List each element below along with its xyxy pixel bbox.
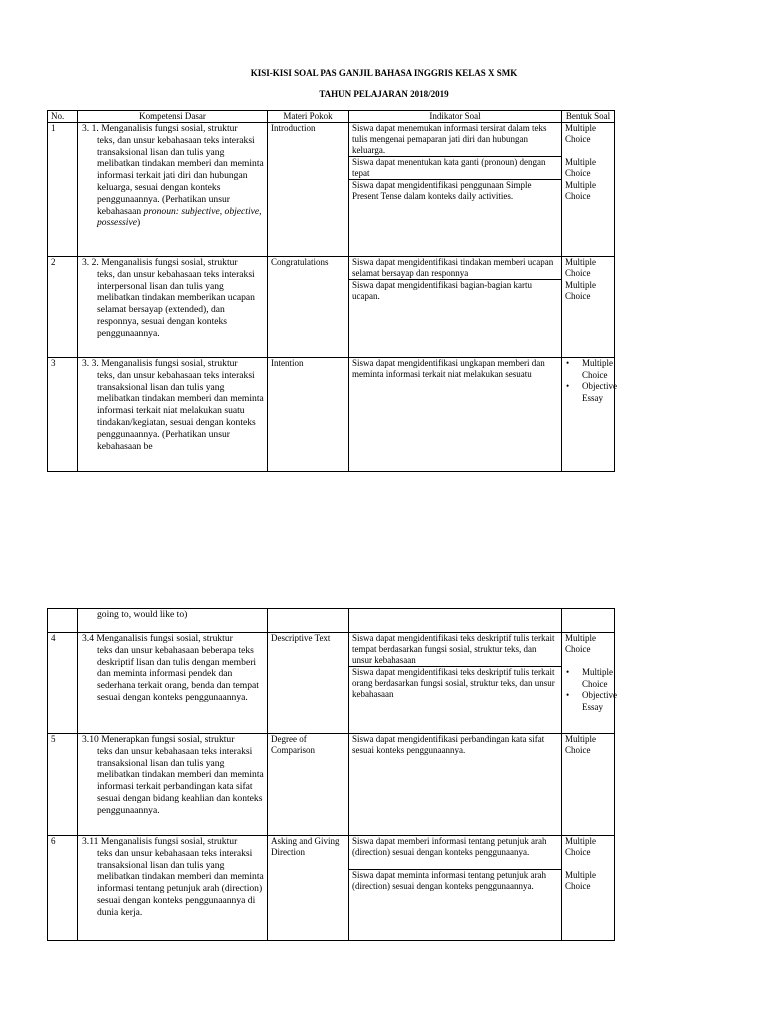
kisi-kisi-table-part-2 [47,608,615,941]
kompetensi-dasar-cell [78,358,268,472]
row-number: 5 [48,734,78,836]
indikator-cell [349,123,562,257]
bentuk-soal-item: Multiple Choice [565,280,596,301]
bullet-icon: • [566,358,570,368]
row-number [48,609,78,633]
list-item [566,358,614,381]
bentuk-soal-cell [562,836,615,941]
bentuk-soal-list [562,667,617,713]
kd-lead-line: 3.10 Menerapkan fungsi sosial, struktur [82,734,235,745]
bentuk-soal-cell [562,609,615,633]
kd-lead-line: 3. 3. Menganalisis fungsi sosial, struktur [82,358,238,369]
indikator-item: Siswa dapat memberi informasi tentang petunjuk arah (direction) sesuai dengan konteks penggunaanya. [349,836,561,870]
kompetensi-dasar-cell [78,257,268,358]
indikator-item: Siswa dapat mengidentifikasi tindakan memberi ucapan selamat bersayap dan responnya [349,257,561,280]
bentuk-soal-item: Multiple Choice [565,157,596,178]
indikator-item: Siswa dapat mengidentifikasi teks deskriptif tulis terkait orang berdasarkan fungsi sosial, struktur teks, dan unsur kebahasaan [352,667,555,699]
header-kompetensi-dasar: Kompetensi Dasar [78,111,268,123]
materi-pokok-cell [268,609,349,633]
indikator-item: Siswa dapat mengidentifikasi penggunaan Simple Present Tense dalam konteks daily activities. [352,180,532,201]
bentuk-soal-item: Multiple Choice [565,870,596,891]
materi-pokok-cell: Degree of Comparison [268,734,349,836]
indikator-item: Siswa dapat meminta informasi tentang petunjuk arah (direction) sesuai dengan konteks penggunaannya. [352,870,546,891]
bentuk-soal-item: Multiple Choice [565,123,596,144]
bentuk-soal-cell [562,123,615,257]
kompetensi-dasar-cell [78,609,268,633]
bentuk-soal-item: Multiple Choice [582,667,613,689]
materi-pokok-cell: Descriptive Text [268,633,349,734]
kd-italic-text: pronoun: subjective, objective, possessive [97,205,262,229]
kd-body: teks, dan unsur kebahasaan teks interaksi interpersonal lisan dan tulis yang melibatkan tindakan memberikan ucapan selamat bersayap (extended), dan responnya, sesuai dengan konteks penggunaannya. [97,268,255,339]
kd-text-end: ) [136,217,141,229]
bentuk-soal-item: Objective Essay [582,381,617,403]
document-subtitle: TAHUN PELAJARAN 2018/2019 [319,89,449,99]
header-indikator-soal: Indikator Soal [349,111,562,123]
header-no: No. [48,111,78,123]
kd-lead-line: 3. 2. Menganalisis fungsi sosial, struktur [82,257,238,268]
materi-pokok-cell: Introduction [268,123,349,257]
row-number: 1 [48,123,78,257]
table-row [48,836,615,941]
table-row [48,633,615,734]
bentuk-soal-item: Multiple Choice [582,358,613,380]
document-title: KISI-KISI SOAL PAS GANJIL BAHASA INGGRIS KELAS X SMK [250,68,518,78]
row-number: 6 [48,836,78,941]
bentuk-soal-item: Multiple Choice [565,180,596,201]
kd-body: teks dan unsur kebahasaan beberapa teks deskriptif lisan dan tulis dengan memberi dan meminta informasi pendek dan sederhana terkait orang, benda dan tempat sesuai dengan konteks penggunaannya. [97,644,259,703]
kd-body: teks dan unsur kebahasaan teks interaksi transaksional lisan dan tulis yang melibatkan tindakan memberi dan meminta informasi terkait perbandingan kata sifat sesuai dengan bidang keahlian dan konteks penggunaannya. [97,745,264,816]
indikator-cell [349,633,562,734]
table-row [48,257,615,358]
bentuk-soal-cell [562,358,615,472]
list-item [566,667,614,690]
kd-body [82,135,264,229]
bentuk-soal-item: Objective Essay [582,690,617,712]
materi-pokok-cell: Congratulations [268,257,349,358]
bullet-icon: • [566,381,570,391]
row-number: 2 [48,257,78,358]
bentuk-soal-list [562,358,617,404]
kd-body: teks, dan unsur kebahasaan teks interaksi transaksional lisan dan tulis yang melibatkan tindakan memberi dan meminta informasi terkait niat melakukan suatu tindakan/kegiatan, sesuai dengan konteks penggunaannya. (Perhatikan unsur kebahasaan be [97,369,264,452]
indikator-cell [349,836,562,941]
table-row [48,734,615,836]
indikator-item: Siswa dapat menentukan kata ganti (pronoun) dengan tepat [349,157,561,180]
bentuk-soal-item: Multiple Choice [565,836,596,857]
list-item [566,381,617,404]
kisi-kisi-table-part-1 [47,110,615,472]
indikator-cell [349,609,562,633]
bullet-icon: • [566,690,570,700]
bentuk-soal-cell: Multiple Choice [562,734,615,836]
table-row [48,123,615,257]
indikator-cell [349,257,562,358]
indikator-cell: Siswa dapat mengidentifikasi perbandingan kata sifat sesuai konteks penggunaannya. [349,734,562,836]
materi-pokok-cell: Asking and Giving Direction [268,836,349,941]
bentuk-soal-item: Multiple Choice [565,257,596,278]
table-row [48,609,615,633]
row-number: 4 [48,633,78,734]
kd-lead-line: 3.4 Menganalisis fungsi sosial, struktur [82,633,233,644]
kd-lead-line: 3. 1. Menganalisis fungsi sosial, struktur [82,123,238,134]
bentuk-soal-cell [562,633,615,734]
kompetensi-dasar-cell [78,633,268,734]
kompetensi-dasar-cell [78,734,268,836]
header-bentuk-soal: Bentuk Soal [562,111,615,123]
bentuk-soal-item: Multiple Choice [565,633,596,654]
materi-pokok-cell: Intention [268,358,349,472]
bentuk-soal-cell [562,257,615,358]
indikator-cell: Siswa dapat mengidentifikasi ungkapan memberi dan meminta informasi terkait niat melakukan sesuatu [349,358,562,472]
indikator-item: Siswa dapat mengidentifikasi bagian-bagian kartu ucapan. [352,280,532,301]
bullet-icon: • [566,667,570,677]
kd-lead-line: 3.11 Menganalisis fungsi sosial, struktur [82,836,238,847]
list-item [566,690,617,713]
table-row [48,358,615,472]
kd-continuation: going to, would like to) [97,609,188,620]
kompetensi-dasar-cell [78,123,268,257]
row-number: 3 [48,358,78,472]
indikator-item: Siswa dapat menemukan informasi tersirat dalam teks tulis mengenai pemaparan jati diri dan hubungan keluarga. [349,123,561,157]
kd-text: teks, dan unsur kebahasaan teks interaksi transaksional lisan dan tulis yang melibatkan tindakan memberi dan meminta informasi terkait jati diri dan hubungan keluarga, sesuai dengan konteks penggunaannya. (Perhatikan unsur kebahasaan [97,134,264,217]
header-materi-pokok: Materi Pokok [268,111,349,123]
kompetensi-dasar-cell [78,836,268,941]
indikator-item: Siswa dapat mengidentifikasi teks deskriptif tulis terkait tempat berdasarkan fungsi sosial, struktur teks, dan unsur kebahasaan [349,633,561,667]
kd-body: teks dan unsur kebahasaan teks interaksi transaksional lisan dan tulis yang melibatkan tindakan memberi dan meminta informasi tentang petunjuk arah (direction) sesuai dengan konteks penggunaannya di dunia kerja. [97,847,264,918]
